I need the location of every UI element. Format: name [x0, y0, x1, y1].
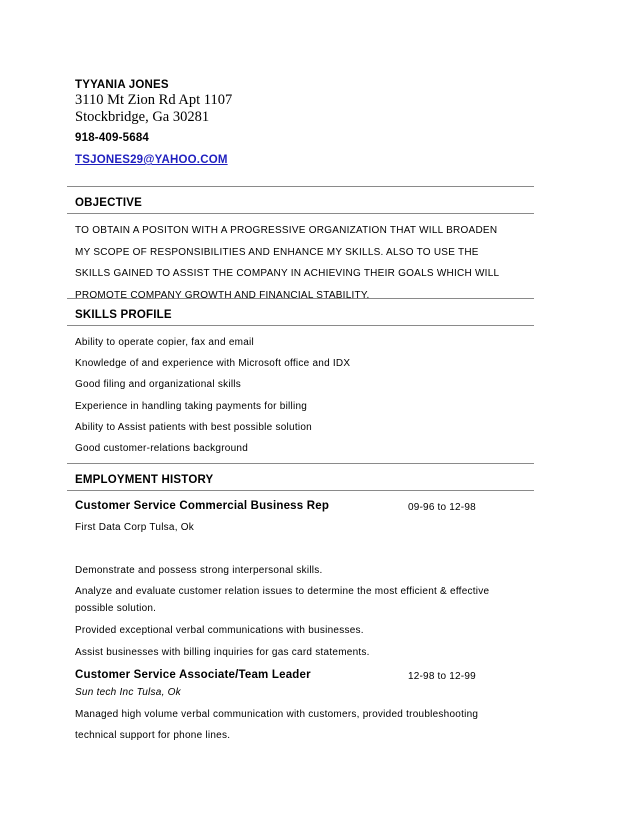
- job-dates: 09-96 to 12-98: [408, 502, 476, 513]
- objective-text: [75, 220, 530, 306]
- objective-heading: OBJECTIVE: [75, 197, 142, 209]
- job-duty: Provided exceptional verbal communications with businesses.: [75, 625, 364, 636]
- job-duty: Assist businesses with billing inquiries for gas card statements.: [75, 647, 370, 658]
- divider: [67, 213, 534, 214]
- job-duty: Analyze and evaluate customer relation issues to determine the most efficient & effective: [75, 586, 490, 597]
- employment-heading: EMPLOYMENT HISTORY: [75, 474, 214, 486]
- address-line-1: 3110 Mt Zion Rd Apt 1107: [75, 92, 233, 108]
- job-title: Customer Service Commercial Business Rep: [75, 500, 330, 512]
- contact-header: [75, 78, 232, 167]
- skill-item: Ability to Assist patients with best possible solution: [75, 421, 312, 433]
- divider: [67, 325, 534, 326]
- skill-item: Ability to operate copier, fax and email: [75, 337, 254, 348]
- objective-line: MY SCOPE OF RESPONSIBILITIES AND ENHANCE MY SKILLS. ALSO TO USE THE: [75, 246, 479, 258]
- skills-list: [75, 332, 530, 459]
- divider: [67, 490, 534, 491]
- phone-number: 918-409-5684: [75, 132, 150, 144]
- email-link[interactable]: TSJONES29@YAHOO.COM: [75, 154, 228, 166]
- divider: [67, 186, 534, 187]
- objective-line: SKILLS GAINED TO ASSIST THE COMPANY IN ACHIEVING THEIR GOALS WHICH WILL: [75, 268, 500, 279]
- job-title: Customer Service Associate/Team Leader: [75, 669, 311, 681]
- job-duty: possible solution.: [75, 603, 157, 614]
- job-duty: technical support for phone lines.: [75, 730, 231, 741]
- divider: [67, 463, 534, 464]
- job-duty: Managed high volume verbal communication with customers, provided troubleshooting: [75, 709, 479, 720]
- skill-item: Good customer-relations background: [75, 443, 249, 455]
- divider: [67, 298, 534, 299]
- job-company: Sun tech Inc Tulsa, Ok: [75, 687, 181, 698]
- job-dates: 12-98 to 12-99: [408, 671, 476, 682]
- address-line-2: Stockbridge, Ga 30281: [75, 109, 210, 125]
- skill-item: Knowledge of and experience with Microsoft office and IDX: [75, 358, 351, 370]
- objective-line: PROMOTE COMPANY GROWTH AND FINANCIAL STABILITY.: [75, 289, 370, 301]
- job-duty: Demonstrate and possess strong interpersonal skills.: [75, 565, 323, 576]
- skills-heading: SKILLS PROFILE: [75, 309, 172, 321]
- objective-line: TO OBTAIN A POSITON WITH A PROGRESSIVE ORGANIZATION THAT WILL BROADEN: [75, 225, 498, 236]
- skill-item: Experience in handling taking payments for billing: [75, 400, 308, 412]
- skill-item: Good filing and organizational skills: [75, 379, 242, 391]
- applicant-name: TYYANIA JONES: [75, 79, 169, 91]
- job-company: First Data Corp Tulsa, Ok: [75, 522, 195, 533]
